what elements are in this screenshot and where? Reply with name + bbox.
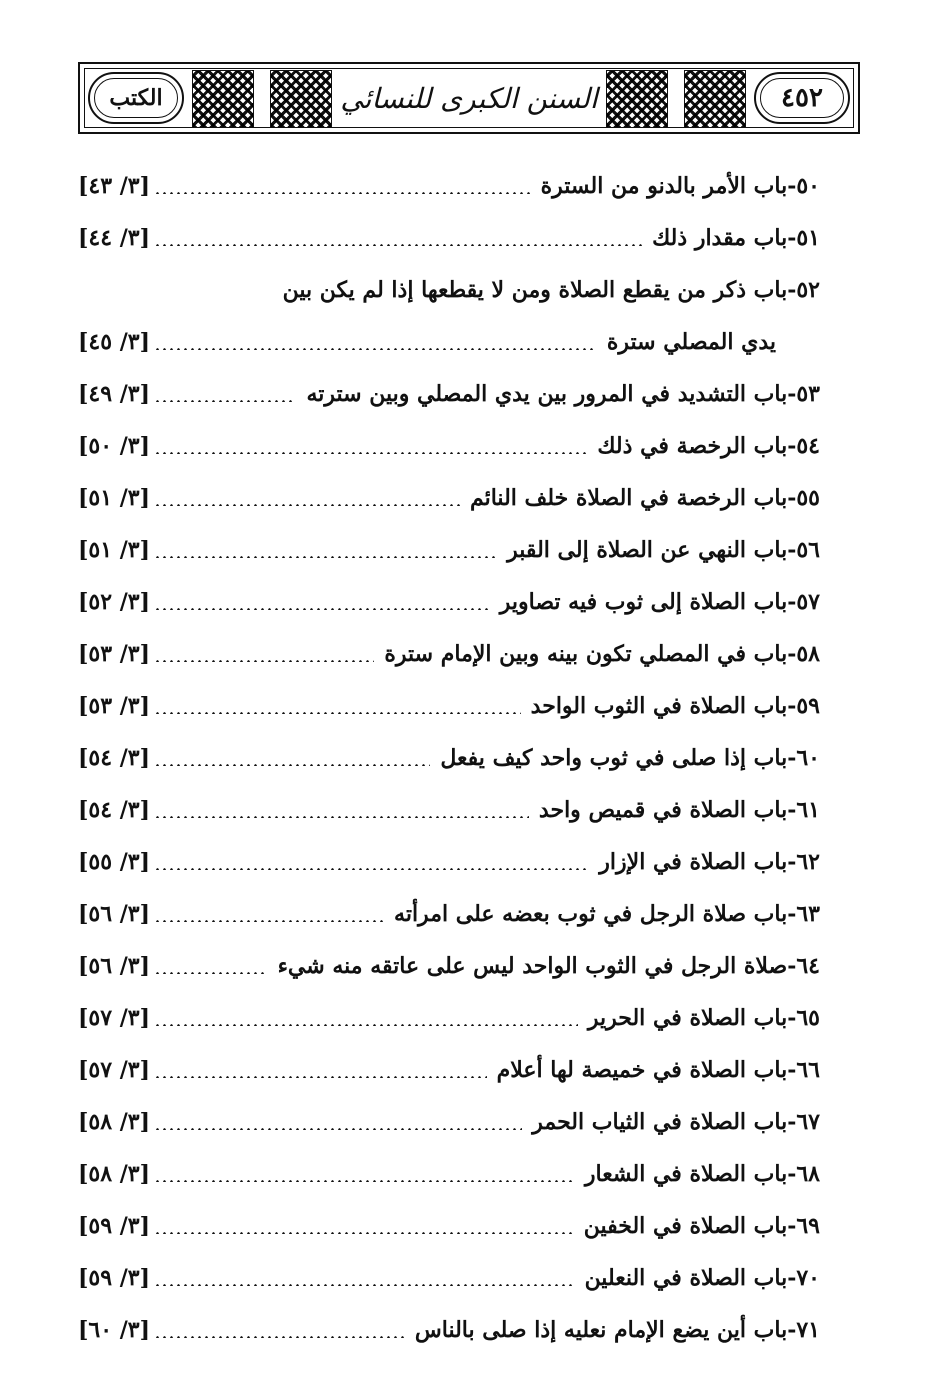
toc-entry	[78, 1304, 820, 1356]
entry-number: ٥٨-	[787, 641, 820, 667]
page-number-medallion	[754, 72, 850, 124]
volume-page-ref: [٣/ ٥٦]	[78, 901, 151, 927]
dot-leader	[154, 452, 587, 454]
toc-entry	[78, 472, 820, 524]
volume-page-ref: [٣/ ٥٣]	[78, 693, 151, 719]
entry-number: ٥١-	[787, 225, 820, 251]
dot-leader	[154, 1076, 487, 1078]
entry-title: باب الصلاة في الشعار	[584, 1161, 788, 1187]
entry-title: باب في المصلي تكون بينه وبين الإمام سترة	[384, 641, 788, 667]
toc-entry	[78, 524, 820, 576]
toc-entry	[78, 316, 820, 368]
toc-entry	[78, 888, 820, 940]
entry-number: ٦٩-	[787, 1213, 820, 1239]
toc-entry	[78, 836, 820, 888]
volume-page-ref: [٣/ ٥٨]	[78, 1109, 151, 1135]
toc-entry	[78, 160, 820, 212]
volume-page-ref: [٣/ ٥٧]	[78, 1005, 151, 1031]
ornament-panel	[192, 70, 254, 128]
entry-number: ٥٠-	[787, 173, 820, 199]
dot-leader	[154, 1336, 405, 1338]
entry-title: باب الرخصة في ذلك	[597, 433, 788, 459]
toc-entry	[78, 212, 820, 264]
toc-entry	[78, 1148, 820, 1200]
volume-page-ref: [٣/ ٥٤]	[78, 745, 151, 771]
toc-entry	[78, 628, 820, 680]
volume-page-ref: [٣/ ٥٧]	[78, 1057, 151, 1083]
dot-leader	[154, 348, 597, 350]
volume-page-ref: [٣/ ٤٥]	[78, 329, 151, 355]
volume-page-ref: [٣/ ٥٤]	[78, 797, 151, 823]
entry-number: ٦٠-	[787, 745, 820, 771]
volume-page-ref: [٣/ ٥٥]	[78, 849, 151, 875]
ornament-panel	[606, 70, 668, 128]
page-number: ٤٥٢	[781, 83, 823, 113]
entry-number: ٥٩-	[787, 693, 820, 719]
entry-title: باب التشديد في المرور بين يدي المصلي وبين سترته	[306, 381, 788, 407]
entry-number: ٦٦-	[787, 1057, 820, 1083]
dot-leader	[154, 816, 529, 818]
entry-title: باب الصلاة في الحرير	[587, 1005, 788, 1031]
toc-entry	[78, 1044, 820, 1096]
toc-entry	[78, 680, 820, 732]
entry-number: ٦١-	[787, 797, 820, 823]
dot-leader	[154, 764, 430, 766]
entry-number: ٦٢-	[787, 849, 820, 875]
volume-page-ref: [٣/ ٦٠]	[78, 1317, 151, 1343]
volume-page-ref: [٣/ ٥٠]	[78, 433, 151, 459]
dot-leader	[154, 868, 589, 870]
entry-number: ٥٧-	[787, 589, 820, 615]
toc-entry	[78, 576, 820, 628]
dot-leader	[154, 244, 642, 246]
entry-title: باب إذا صلى في ثوب واحد كيف يفعل	[440, 745, 788, 771]
toc-entry	[78, 940, 820, 992]
dot-leader	[154, 192, 531, 194]
volume-page-ref: [٣/ ٥٢]	[78, 589, 151, 615]
entry-title: باب الصلاة في الإزار	[599, 849, 788, 875]
entry-number: ٦٥-	[787, 1005, 820, 1031]
entry-title: باب الصلاة إلى ثوب فيه تصاوير	[499, 589, 788, 615]
dot-leader	[154, 556, 497, 558]
entry-title: باب الصلاة في الثياب الحمر	[532, 1109, 788, 1135]
entry-number: ٦٨-	[787, 1161, 820, 1187]
toc-entry	[78, 992, 820, 1044]
dot-leader	[154, 608, 490, 610]
entry-number: ٥٥-	[787, 485, 820, 511]
volume-page-ref: [٣/ ٥٩]	[78, 1213, 151, 1239]
entry-title: باب النهي عن الصلاة إلى القبر	[507, 537, 788, 563]
entry-title: باب مقدار ذلك	[652, 225, 788, 251]
ornament-panel	[270, 70, 332, 128]
dot-leader	[154, 1232, 574, 1234]
toc-entry	[78, 1096, 820, 1148]
entry-title: باب الأمر بالدنو من السترة	[540, 173, 788, 199]
dot-leader	[154, 1284, 575, 1286]
entry-number: ٥٢-	[787, 277, 820, 303]
running-header	[78, 62, 860, 134]
entry-number: ٦٤-	[787, 953, 820, 979]
toc-entry	[78, 1252, 820, 1304]
entry-title: باب الصلاة في قميص واحد	[538, 797, 788, 823]
entry-number: ٥٣-	[787, 381, 820, 407]
volume-page-ref: [٣/ ٥٦]	[78, 953, 151, 979]
entry-title: باب الرخصة في الصلاة خلف النائم	[469, 485, 788, 511]
volume-page-ref: [٣/ ٥٣]	[78, 641, 151, 667]
entry-number: ٦٧-	[787, 1109, 820, 1135]
entry-title: باب الصلاة في الثوب الواحد	[530, 693, 788, 719]
dot-leader	[154, 1024, 578, 1026]
entry-number: ٧٠-	[787, 1265, 820, 1291]
dot-leader	[154, 504, 460, 506]
volume-page-ref: [٣/ ٤٤]	[78, 225, 151, 251]
toc-entry	[78, 368, 820, 420]
volume-page-ref: [٣/ ٥٩]	[78, 1265, 151, 1291]
entry-title: باب أين يضع الإمام نعليه إذا صلى بالناس	[414, 1317, 788, 1343]
title-box	[340, 70, 598, 126]
entry-number: ٥٦-	[787, 537, 820, 563]
volume-page-ref: [٣/ ٥١]	[78, 485, 151, 511]
entry-title: باب الصلاة في الخفين	[583, 1213, 788, 1239]
entry-number: ٦٣-	[787, 901, 820, 927]
dot-leader	[154, 660, 374, 662]
volume-page-ref: [٣/ ٥١]	[78, 537, 151, 563]
volume-page-ref: [٣/ ٥٨]	[78, 1161, 151, 1187]
entry-title: يدي المصلي سترة	[606, 329, 776, 355]
entry-title: باب الصلاة في خميصة لها أعلام	[496, 1057, 788, 1083]
toc-entry	[78, 784, 820, 836]
toc-entry	[78, 420, 820, 472]
dot-leader	[154, 400, 296, 402]
entry-title: باب الصلاة في النعلين	[584, 1265, 788, 1291]
dot-leader	[154, 712, 521, 714]
table-of-contents	[78, 160, 820, 1356]
running-title: السنن الكبرى للنسائي	[340, 81, 598, 115]
volume-page-ref: [٣/ ٤٩]	[78, 381, 151, 407]
dot-leader	[154, 972, 268, 974]
entry-number: ٥٤-	[787, 433, 820, 459]
entry-number: ٧١-	[787, 1317, 820, 1343]
dot-leader	[154, 920, 384, 922]
entry-title: صلاة الرجل في الثوب الواحد ليس على عاتقه منه شيء	[277, 953, 788, 979]
toc-entry	[78, 732, 820, 784]
toc-entry	[78, 1200, 820, 1252]
dot-leader	[154, 1180, 575, 1182]
emblem-text: الكتب	[109, 85, 163, 111]
volume-page-ref: [٣/ ٤٣]	[78, 173, 151, 199]
entry-title: باب صلاة الرجل في ثوب بعضه على امرأته	[394, 901, 788, 927]
entry-title: باب ذكر من يقطع الصلاة ومن لا يقطعها إذا لم يكن بين	[282, 277, 788, 303]
toc-entry	[78, 264, 820, 316]
ornament-panel	[684, 70, 746, 128]
dot-leader	[154, 1128, 522, 1130]
emblem-medallion	[88, 72, 184, 124]
